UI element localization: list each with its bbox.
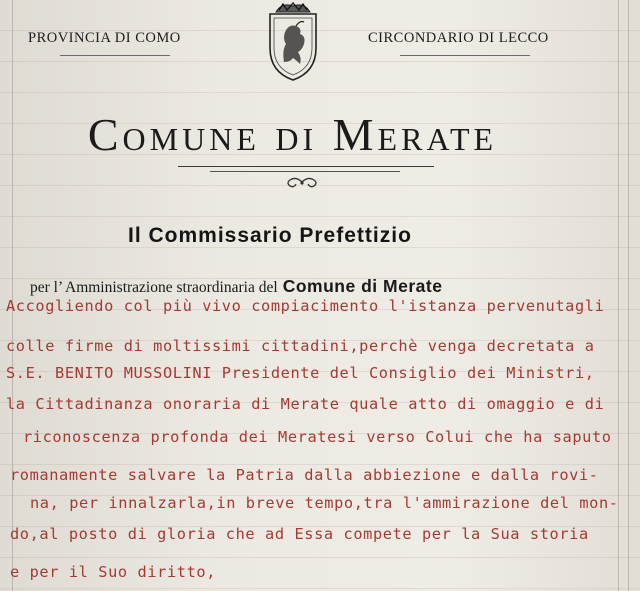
margin-line: [12, 0, 13, 591]
title-rule: [210, 171, 400, 172]
header-district: CIRCONDARIO DI LECCO: [368, 30, 549, 46]
page-title: Comune di Merate: [87, 109, 498, 160]
body-line: colle firme di moltissimi cittadini,perchè venga decretata a: [6, 337, 595, 355]
body-line: e per il Suo diritto,: [10, 563, 216, 581]
intro-bold-text: Comune di Merate: [282, 276, 443, 296]
header-rule: [400, 55, 530, 56]
coat-of-arms-icon: [262, 0, 324, 82]
header-province: PROVINCIA DI COMO: [28, 30, 181, 46]
margin-line: [628, 0, 629, 591]
body-line: la Cittadinanza onoraria di Merate quale atto di omaggio e di: [6, 395, 605, 413]
body-line: romanamente salvare la Patria dalla abbiezione e dalla rovi-: [10, 466, 599, 484]
body-line: na, per innalzarla,in breve tempo,tra l'ammirazione del mon-: [30, 494, 619, 512]
intro-line: [30, 276, 442, 297]
ornament-icon: [280, 174, 324, 190]
body-line: Accogliendo col più vivo compiacimento l'istanza pervenutagli: [6, 297, 605, 315]
body-line: riconoscenza profonda dei Meratesi verso Colui che ha saputo: [23, 428, 612, 446]
body-line: S.E. BENITO MUSSOLINI Presidente del Consiglio dei Ministri,: [6, 364, 595, 382]
commissioner-heading: Il Commissario Prefettizio: [128, 224, 412, 247]
intro-plain-text: per l’ Amministrazione straordinaria del: [30, 279, 278, 296]
title-rule: [178, 166, 434, 167]
body-line: do,al posto di gloria che ad Essa compete per la Sua storia: [10, 525, 589, 543]
header-rule: [60, 55, 170, 56]
